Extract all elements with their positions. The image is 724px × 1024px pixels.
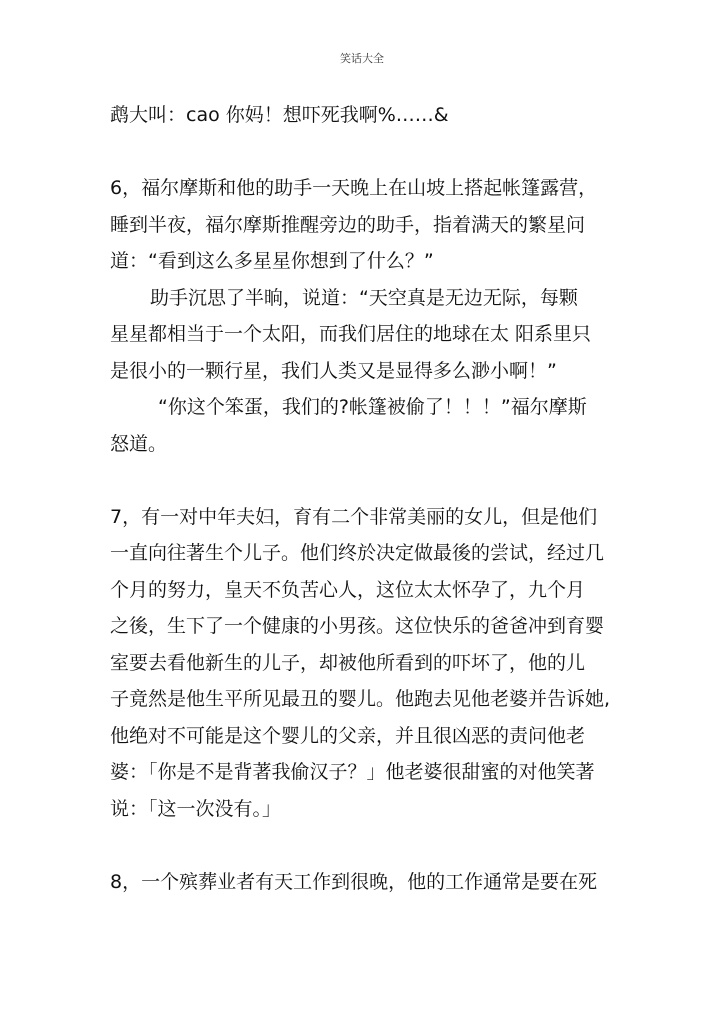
text-line: 之後，生下了一个健康的小男孩。这位快乐的爸爸冲到育婴 — [110, 615, 605, 637]
text-line: 他绝对不可能是这个婴儿的父亲，并且很凶恶的责问他老 — [110, 724, 586, 747]
text-line: 室要去看他新生的儿子，却被他所看到的吓坏了，他的儿 — [110, 651, 586, 674]
page-header: 笑话大全 — [340, 52, 384, 65]
text-line: 个月的努力，皇天不负苦心人，这位太太怀孕了，九个月 — [110, 578, 586, 601]
text-line: 星星都相当于一个太阳，而我们居住的地球在太 阳系里只 — [110, 323, 592, 345]
text-line: 8，一个殡葬业者有天工作到很晚，他的工作通常是要在死 — [110, 870, 598, 893]
text-line: 是很小的一颗行星，我们人类又是显得多么渺小啊！” — [110, 359, 557, 382]
text-line: 道：“看到这么多星星你想到了什么？” — [110, 250, 434, 272]
paragraph-gap — [110, 462, 620, 499]
text-line: 子竟然是他生平所见最丑的婴儿。他跑去见他老婆并告诉她, — [110, 688, 611, 710]
text-line: 鹉大叫：cao 你妈！想吓死我啊%……& — [110, 104, 449, 126]
text-line: “你这个笨蛋，我们的?帐篷被偷了！！！”福尔摩斯 — [158, 396, 587, 418]
text-line: 助手沉思了半晌，说道：“天空真是无边无际，每颗 — [150, 286, 578, 309]
paragraph-gap — [110, 827, 620, 864]
text-line: 一直向往著生个儿子。他们终於决定做最後的尝试，经过几 — [110, 542, 605, 564]
text-line: 7，有一对中年夫妇，育有二个非常美丽的女儿，但是他们 — [110, 505, 598, 528]
text-line: 睡到半夜，福尔摩斯推醒旁边的助手，指着满天的繁星问 — [110, 213, 586, 236]
text-line: 6，福尔摩斯和他的助手一天晚上在山坡上搭起帐篷露营， — [110, 177, 598, 199]
text-line: 婆：「你是不是背著我偷汉子？」他老婆很甜蜜的对他笑著 — [110, 761, 595, 783]
document-body — [110, 97, 620, 900]
text-line: 怒道。 — [110, 432, 168, 455]
paragraph-gap — [110, 134, 620, 171]
text-line: 说：「这一次没有。」 — [110, 797, 282, 820]
